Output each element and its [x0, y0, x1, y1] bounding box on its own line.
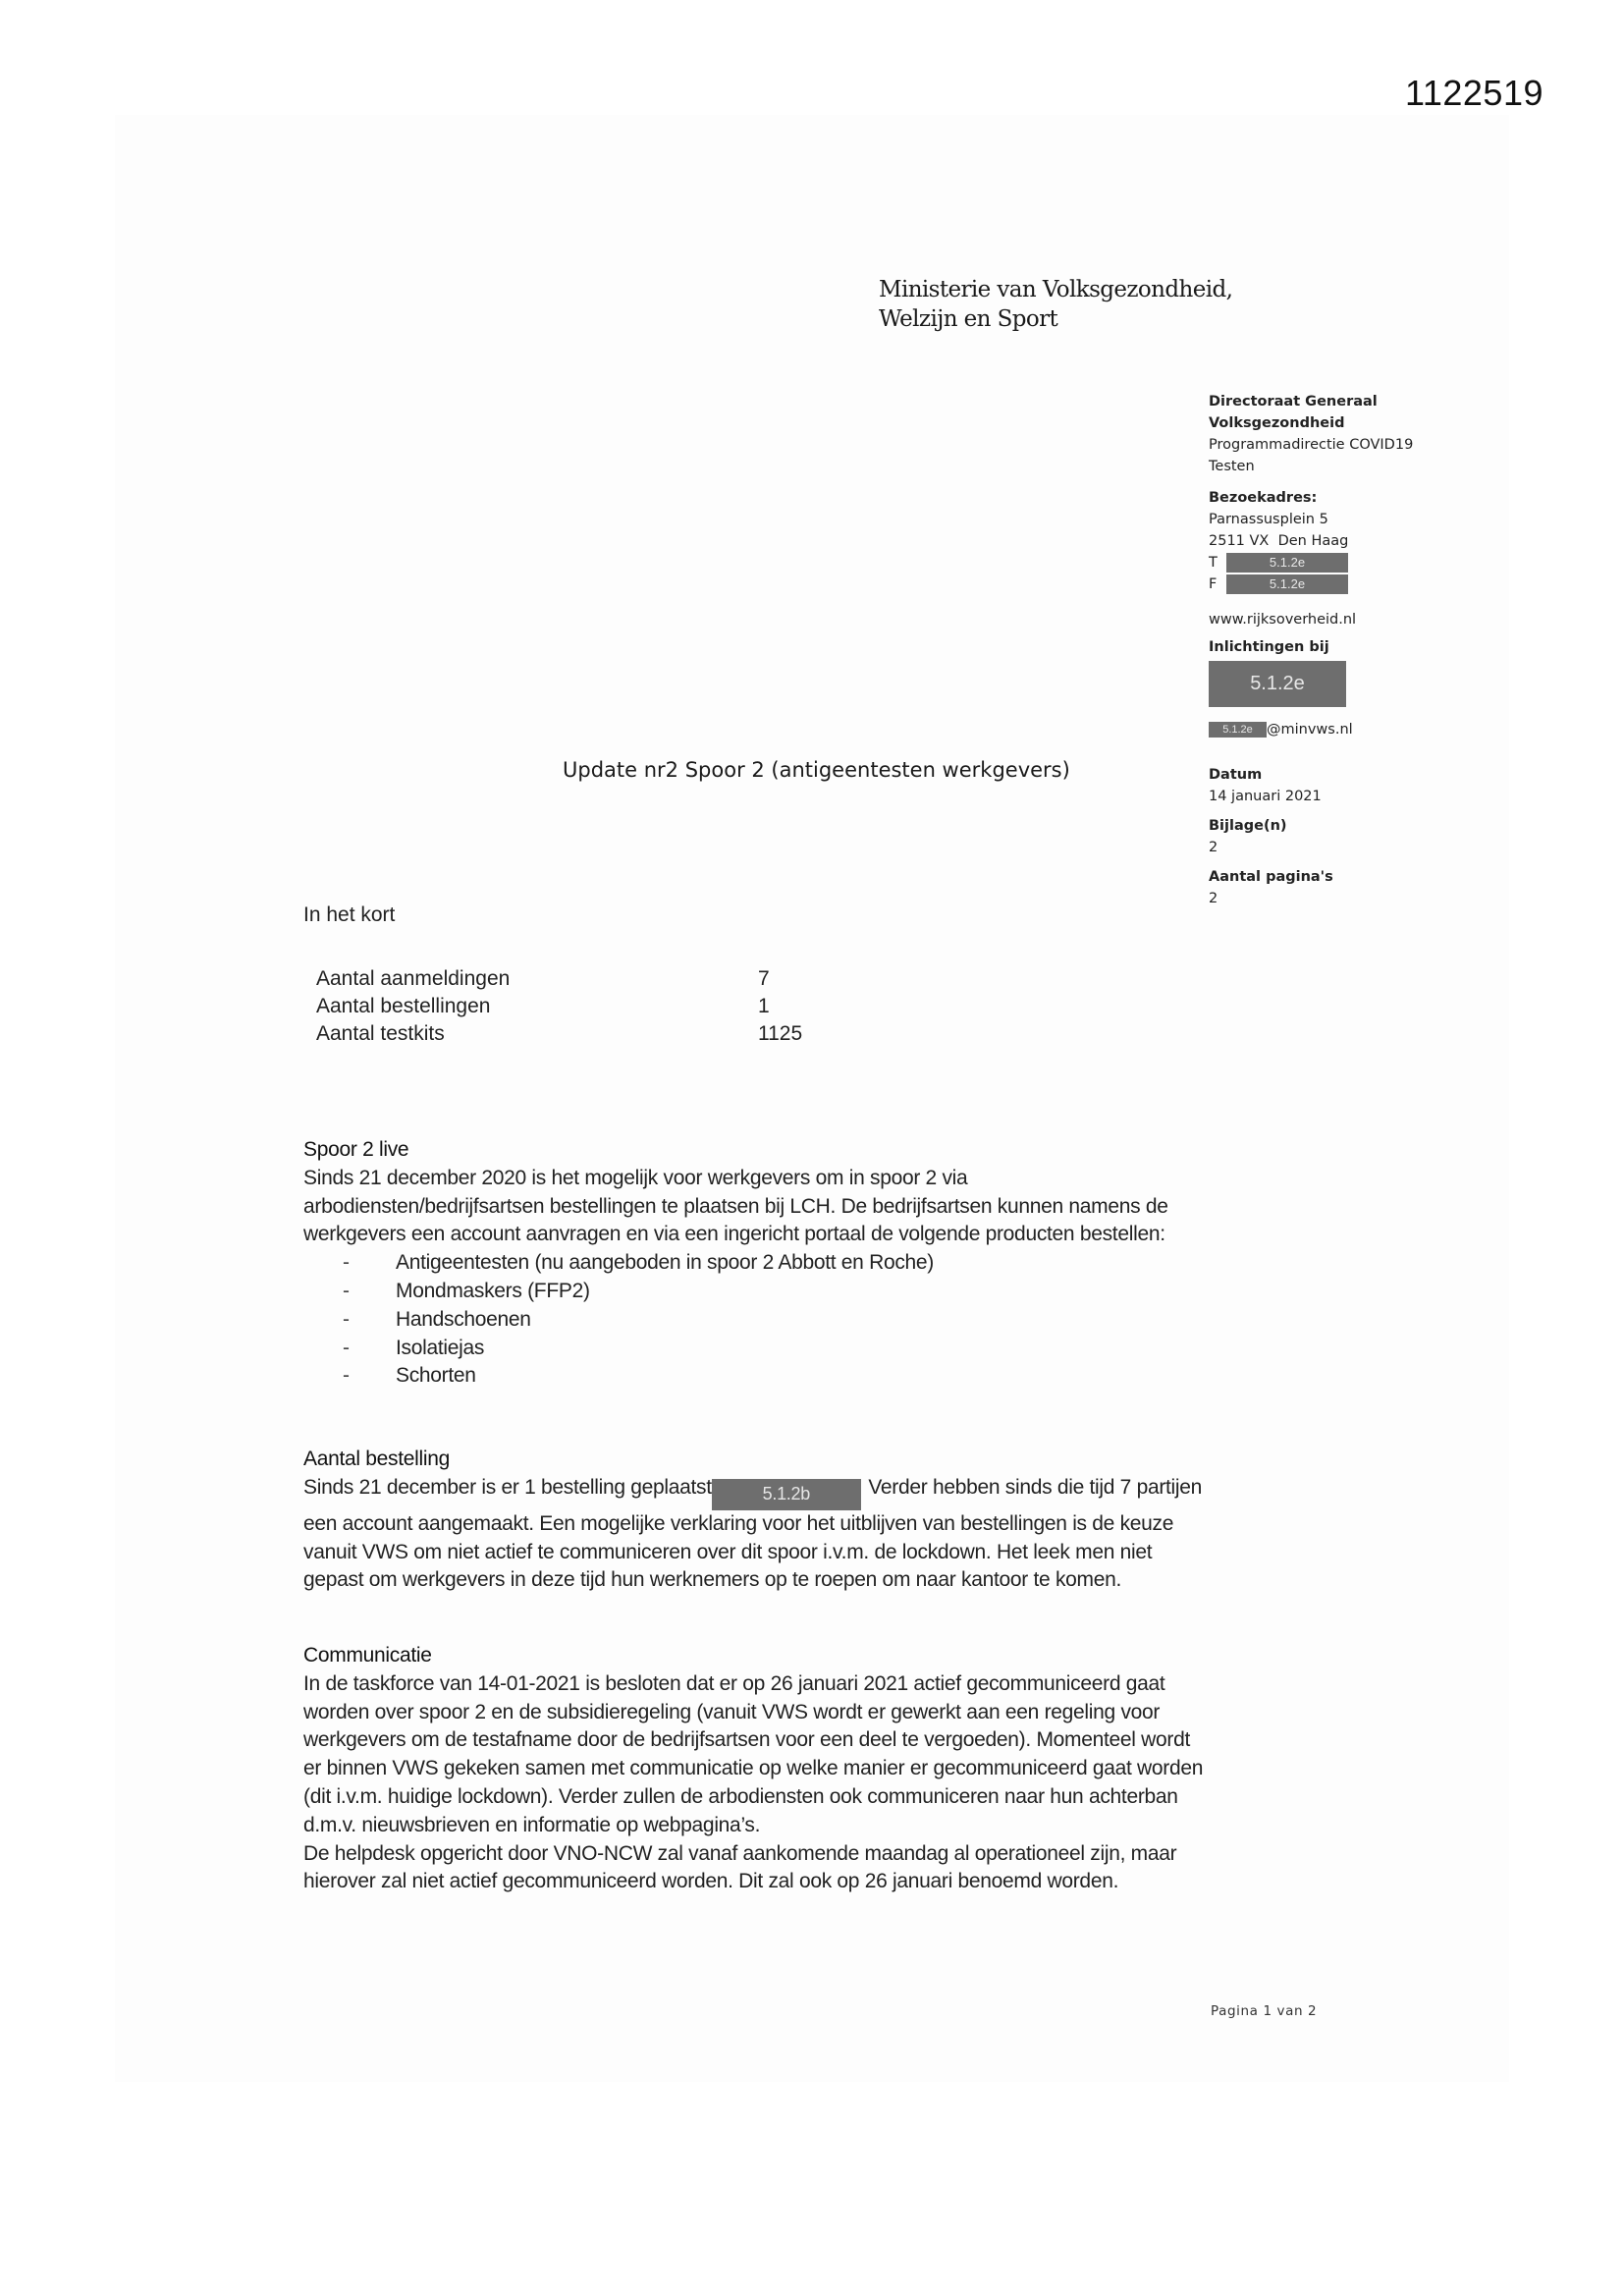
section-paragraph: De helpdesk opgericht door VNO-NCW zal vanaf aankomende maandag al operationeel zijn, maar hierover zal niet actief gecommuniceerd worden. Dit zal ook op 26 januari benoemd worden.	[303, 1841, 1177, 1893]
summary-heading: In het kort	[303, 903, 396, 926]
section-spoor2	[303, 1136, 1207, 1391]
fax-row	[1209, 574, 1503, 595]
date-label: Datum	[1209, 767, 1263, 783]
section-heading: Communicatie	[303, 1644, 432, 1667]
bullet-dash-icon: -	[343, 1307, 350, 1331]
summary-value: 7	[758, 967, 770, 990]
attachments-label: Bijlage(n)	[1209, 818, 1287, 834]
info-label: Inlichtingen bij	[1209, 639, 1329, 655]
ministry-letterhead	[879, 275, 1232, 334]
email-row	[1209, 719, 1503, 740]
list-item: - Mondmaskers (FFP2)	[343, 1278, 1207, 1306]
ministry-name-line1: Ministerie van Volksgezondheid,	[879, 277, 1233, 302]
pages-label: Aantal pagina's	[1209, 869, 1333, 885]
summary-table	[316, 965, 802, 1048]
org-line4: Testen	[1209, 459, 1255, 474]
document-number: 1122519	[1405, 73, 1543, 113]
phone-redaction: 5.1.2e	[1226, 553, 1348, 573]
list-item: - Schorten	[343, 1362, 1207, 1391]
section-paragraph: In de taskforce van 14-01-2021 is besloten dat er op 26 januari 2021 actief gecommuniceerd gaat worden over spoor 2 en de subsidieregeling (vanuit VWS wordt er gewerkt aan een regeling voor werkgevers om de testafname door de bedrijfsartsen voor een deel te vergoeden). Momenteel wordt er binnen VWS gekeken samen met communicatie op welke manier er gecommuniceerd gaat worden (dit i.v.m. huidige lockdown). Verder zullen de arbodiensten ook communiceren naar hun achterban d.m.v. nieuwsbrieven en informatie op webpagina’s.	[303, 1671, 1204, 1836]
page-indicator: Pagina 1 van 2	[1211, 2003, 1318, 2019]
org-line3: Programmadirectie COVID19	[1209, 437, 1414, 453]
section-paragraph: Sinds 21 december is er 1 bestelling geplaatst 5.1.2b Verder hebben sinds die tijd 7 partijen een account aangemaakt. Een mogelijke verklaring voor het uitblijven van bestellingen is de keuze vanuit VWS om niet actief te communiceren over dit spoor i.v.m. de lockdown. Het leek men niet gepast om werkgevers in deze tijd hun werknemers op te roepen om naar kantoor te komen.	[303, 1475, 1203, 1592]
section-heading: Aantal bestelling	[303, 1448, 451, 1470]
list-item: - Antigeentesten (nu aangeboden in spoor 2 Abbott en Roche)	[343, 1249, 1207, 1278]
summary-value: 1	[758, 995, 770, 1017]
address-line1: Parnassusplein 5	[1209, 512, 1328, 527]
website-link[interactable]: www.rijksoverheid.nl	[1209, 612, 1357, 628]
summary-row	[316, 1020, 802, 1048]
sidebar-metadata	[1209, 391, 1503, 909]
document-title: Update nr2 Spoor 2 (antigeentesten werkgevers)	[563, 758, 1070, 782]
bullet-dash-icon: -	[343, 1364, 350, 1388]
phone-row	[1209, 552, 1503, 574]
bullet-dash-icon: -	[343, 1279, 350, 1302]
org-line2: Volksgezondheid	[1209, 415, 1345, 431]
date-value: 14 januari 2021	[1209, 789, 1322, 804]
section-heading: Spoor 2 live	[303, 1138, 409, 1161]
bullet-dash-icon: -	[343, 1336, 350, 1359]
summary-label: Aantal testkits	[316, 1022, 445, 1045]
bullet-dash-icon: -	[343, 1251, 350, 1275]
summary-label: Aantal aanmeldingen	[316, 967, 511, 990]
fax-redaction: 5.1.2e	[1226, 574, 1348, 594]
list-item: - Handschoenen	[343, 1306, 1207, 1335]
summary-row	[316, 965, 802, 993]
summary-label: Aantal bestellingen	[316, 995, 491, 1017]
section-orders	[303, 1446, 1207, 1595]
list-item: - Isolatiejas	[343, 1335, 1207, 1363]
phone-label: T	[1209, 555, 1218, 571]
summary-row	[316, 993, 802, 1020]
address-line2: 2511 VX Den Haag	[1209, 533, 1349, 549]
email-redaction: 5.1.2e	[1209, 722, 1267, 738]
summary-value: 1125	[758, 1022, 803, 1045]
visit-address-label: Bezoekadres:	[1209, 490, 1318, 506]
section-communication	[303, 1642, 1207, 1896]
fax-label: F	[1209, 576, 1218, 592]
info-contact-redaction: 5.1.2e	[1209, 661, 1346, 707]
org-line1: Directoraat Generaal	[1209, 394, 1378, 410]
order-redaction: 5.1.2b	[712, 1479, 861, 1510]
section-paragraph: Sinds 21 december 2020 is het mogelijk voor werkgevers om in spoor 2 via arbodiensten/bedrijfsartsen bestellingen te plaatsen bij LCH. De bedrijfsartsen kunnen namens de werkgevers een account aanvragen en via een ingericht portaal de volgende producten bestellen:	[303, 1166, 1168, 1246]
ministry-name-line2: Welzijn en Sport	[879, 306, 1058, 332]
product-list	[303, 1249, 1207, 1391]
attachments-value: 2	[1209, 840, 1218, 855]
email-domain: @minvws.nl	[1267, 722, 1353, 738]
pages-value: 2	[1209, 891, 1218, 906]
